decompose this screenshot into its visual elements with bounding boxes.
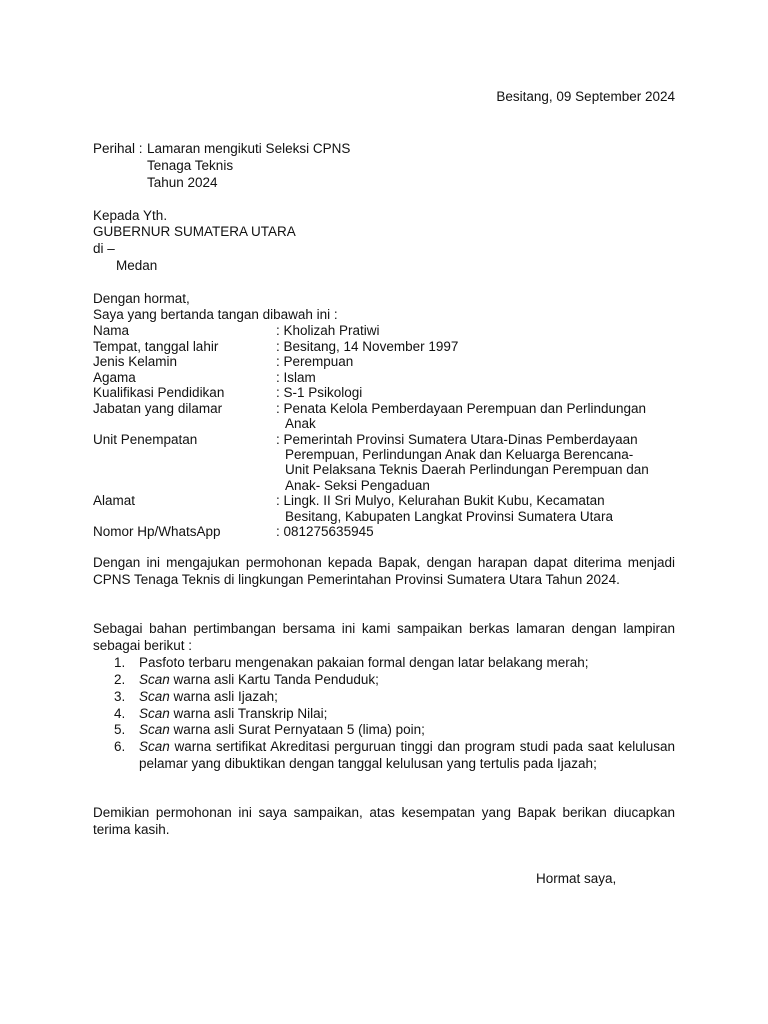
list-item: Scan warna asli Ijazah; bbox=[139, 689, 278, 704]
attachment-intro-paragraph: Sebagai bahan pertimbangan bersama ini kami sampaikan berkas lamaran dengan lampiran sebagai berikut : bbox=[93, 621, 675, 653]
field-value: : Pemerintah Provinsi Sumatera Utara-Dinas Pemberdayaan bbox=[276, 432, 638, 447]
recipient-city: Medan bbox=[116, 258, 158, 273]
list-item: Scan warna asli Surat Pernyataan 5 (lima) poin; bbox=[139, 722, 425, 737]
list-number: 2. bbox=[114, 672, 126, 687]
list-number: 1. bbox=[114, 655, 126, 670]
field-value-continued: Anak- Seksi Pengaduan bbox=[285, 478, 430, 493]
field-value: : S-1 Psikologi bbox=[276, 385, 363, 400]
field-label: Kualifikasi Pendidikan bbox=[93, 385, 225, 400]
signoff: Hormat saya, bbox=[536, 871, 617, 886]
field-label: Jabatan yang dilamar bbox=[93, 401, 223, 416]
list-item: Pasfoto terbaru mengenakan pakaian formal dengan latar belakang merah; bbox=[139, 655, 589, 670]
perihal-label: Perihal : bbox=[93, 141, 143, 156]
field-label: Unit Penempatan bbox=[93, 432, 198, 447]
intro-line: Saya yang bertanda tangan dibawah ini : bbox=[93, 307, 338, 322]
field-value: : Besitang, 14 November 1997 bbox=[276, 339, 459, 354]
closing-paragraph: Demikian permohonan ini saya sampaikan, atas kesempatan yang Bapak berikan diucapkan terima kasih. bbox=[93, 805, 675, 837]
list-number: 3. bbox=[114, 689, 126, 704]
field-label: Agama bbox=[93, 370, 136, 385]
field-value: : Lingk. II Sri Mulyo, Kelurahan Bukit Kubu, Kecamatan bbox=[276, 493, 605, 508]
perihal-line: Tahun 2024 bbox=[147, 175, 218, 190]
field-value-continued: Unit Pelaksana Teknis Daerah Perlindungan Perempuan dan bbox=[285, 462, 649, 477]
field-label: Nama bbox=[93, 323, 130, 338]
list-item: Scan warna asli Transkrip Nilai; bbox=[139, 706, 328, 721]
list-number: 4. bbox=[114, 706, 126, 721]
recipient-name: GUBERNUR SUMATERA UTARA bbox=[93, 224, 296, 239]
field-value: : Kholizah Pratiwi bbox=[276, 323, 380, 338]
field-value: : Penata Kelola Pemberdayaan Perempuan dan Perlindungan bbox=[276, 401, 647, 416]
field-label: Jenis Kelamin bbox=[93, 354, 178, 369]
field-label: Tempat, tanggal lahir bbox=[93, 339, 219, 354]
list-item: Scan warna asli Kartu Tanda Penduduk; bbox=[139, 672, 379, 687]
recipient-di: di – bbox=[93, 241, 115, 256]
greeting: Dengan hormat, bbox=[93, 291, 190, 306]
perihal-line: Tenaga Teknis bbox=[147, 158, 234, 173]
list-number: 6. bbox=[114, 739, 126, 754]
field-value-continued: Perempuan, Perlindungan Anak dan Keluarga Berencana- bbox=[285, 447, 634, 462]
field-value-continued: Anak bbox=[285, 416, 316, 431]
list-item: Scan warna sertifikat Akreditasi perguruan tinggi dan program studi pada saat kelulusan pelamar yang dibuktikan dengan tanggal kelulusan yang tertulis pada Ijazah; bbox=[139, 739, 675, 771]
request-paragraph: Dengan ini mengajukan permohonan kepada Bapak, dengan harapan dapat diterima menjadi CPNS Tenaga Teknis di lingkungan Pemerintahan Provinsi Sumatera Utara Tahun 2024. bbox=[93, 555, 675, 587]
field-value-continued: Besitang, Kabupaten Langkat Provinsi Sumatera Utara bbox=[285, 509, 613, 524]
perihal-line: Lamaran mengikuti Seleksi CPNS bbox=[147, 141, 351, 156]
field-label: Alamat bbox=[93, 493, 136, 508]
field-label: Nomor Hp/WhatsApp bbox=[93, 524, 221, 539]
list-number: 5. bbox=[114, 722, 126, 737]
recipient-kepada: Kepada Yth. bbox=[93, 208, 168, 223]
date-line: Besitang, 09 September 2024 bbox=[496, 89, 675, 104]
field-value: : Perempuan bbox=[276, 354, 354, 369]
field-value: : Islam bbox=[276, 370, 316, 385]
field-value: : 081275635945 bbox=[276, 524, 374, 539]
